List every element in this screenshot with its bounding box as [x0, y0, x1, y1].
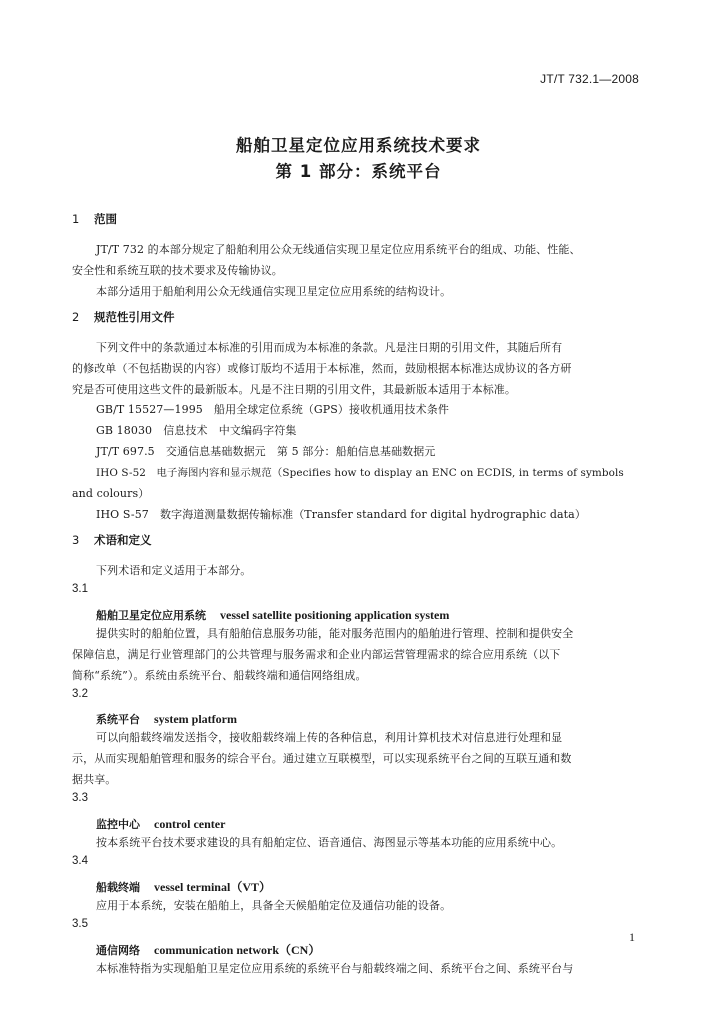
paragraph-line: 下列文件中的条款通过本标准的引用而成为本标准的条款。凡是注日期的引用文件，其随后所有: [96, 341, 563, 354]
section-heading-scope: [72, 211, 117, 227]
section-number: 3: [72, 533, 80, 547]
reference-entry: IHO S-57 数字海道测量数据传输标准（Transfer standard for digital hydrographic data）: [96, 508, 586, 521]
definition-line: 本标准特指为实现船舶卫星定位应用系统的系统平台与船载终端之间、系统平台之间、系统平台与: [96, 962, 574, 975]
section-title: 术语和定义: [94, 533, 152, 547]
term-chinese: 系统平台: [96, 713, 140, 726]
term-number: 3.4: [72, 855, 88, 867]
definition-line: 示，从而实现船舶管理和服务的综合平台。通过建立互联模型，可以实现系统平台之间的互联互通和数: [72, 752, 572, 765]
term-chinese: 通信网络: [96, 944, 140, 957]
section-heading-normative-references: [72, 309, 175, 325]
definition-line: 可以向船载终端发送指令，接收船载终端上传的各种信息，利用计算机技术对信息进行处理和显: [96, 731, 563, 744]
definition-line: 应用于本系统，安装在船舶上，具备全天候船舶定位及通信功能的设备。: [96, 899, 452, 912]
reference-entry: JT/T 697.5 交通信息基础数据元 第 5 部分：船舶信息基础数据元: [96, 445, 436, 458]
section-number: 1: [72, 212, 80, 226]
definition-line: 据共享。: [72, 773, 117, 786]
reference-entry: GB 18030 信息技术 中文编码字符集: [96, 424, 297, 437]
definition-line: 简称“系统”）。系统由系统平台、船载终端和通信网络组成。: [72, 669, 367, 682]
paragraph-line: 的修改单（不包括勘误的内容）或修订版均不适用于本标准，然而，鼓励根据本标准达成协议的各方研: [72, 362, 572, 375]
reference-entry: GB/T 15527—1995 船用全球定位系统（GPS）接收机通用技术条件: [96, 403, 449, 416]
section-heading-terms: [72, 532, 152, 548]
term-number: 3.1: [72, 583, 88, 595]
paragraph-line: 本部分适用于船舶利用公众无线通信实现卫星定位应用系统的结构设计。: [96, 285, 452, 298]
page-number: 1: [629, 930, 635, 944]
term-heading: [96, 813, 225, 832]
term-english: communication network（CN）: [154, 943, 321, 957]
term-english: control center: [154, 817, 226, 831]
definition-line: 按本系统平台技术要求建设的具有船舶定位、语音通信、海图显示等基本功能的应用系统中心。: [96, 836, 563, 849]
section-title: 范围: [94, 212, 117, 226]
reference-entry-continued: and colours）: [72, 487, 150, 500]
term-number: 3.2: [72, 688, 88, 700]
paragraph-line: 安全性和系统互联的技术要求及传输协议。: [72, 264, 283, 277]
document-subtitle: 第 1 部分：系统平台: [275, 162, 442, 181]
paragraph-line: 下列术语和定义适用于本部分。: [96, 564, 252, 577]
term-heading: [96, 604, 449, 623]
section-number: 2: [72, 310, 80, 324]
term-heading: [96, 708, 237, 727]
term-heading: [96, 939, 320, 958]
paragraph-line: 究是否可使用这些文件的最新版本。凡是不注日期的引用文件，其最新版本适用于本标准。: [72, 383, 516, 396]
paragraph-line: JT/T 732 的本部分规定了船舶利用公众无线通信实现卫星定位应用系统平台的组成、功能、性能、: [96, 243, 581, 256]
term-english: vessel satellite positioning application system: [220, 608, 450, 622]
definition-line: 提供实时的船舶位置，具有船舶信息服务功能，能对服务范围内的船舶进行管理、控制和提供安全: [96, 627, 574, 640]
reference-entry: IHO S-52 电子海图内容和显示规范（Specifies how to display an ENC on ECDIS, in terms of symbols: [96, 467, 624, 479]
term-english: system platform: [154, 712, 237, 726]
standard-code: JT/T 732.1—2008: [540, 72, 639, 86]
term-heading: [96, 876, 271, 895]
term-number: 3.3: [72, 792, 88, 804]
definition-line: 保障信息，满足行业管理部门的公共管理与服务需求和企业内部运营管理需求的综合应用系统（以下: [72, 648, 561, 661]
term-english: vessel terminal（VT）: [154, 880, 271, 894]
term-chinese: 船舶卫星定位应用系统: [96, 609, 206, 622]
term-chinese: 监控中心: [96, 818, 140, 831]
section-title: 规范性引用文件: [94, 310, 175, 324]
document-title: 船舶卫星定位应用系统技术要求: [236, 136, 481, 155]
term-chinese: 船载终端: [96, 881, 140, 894]
term-number: 3.5: [72, 918, 88, 930]
